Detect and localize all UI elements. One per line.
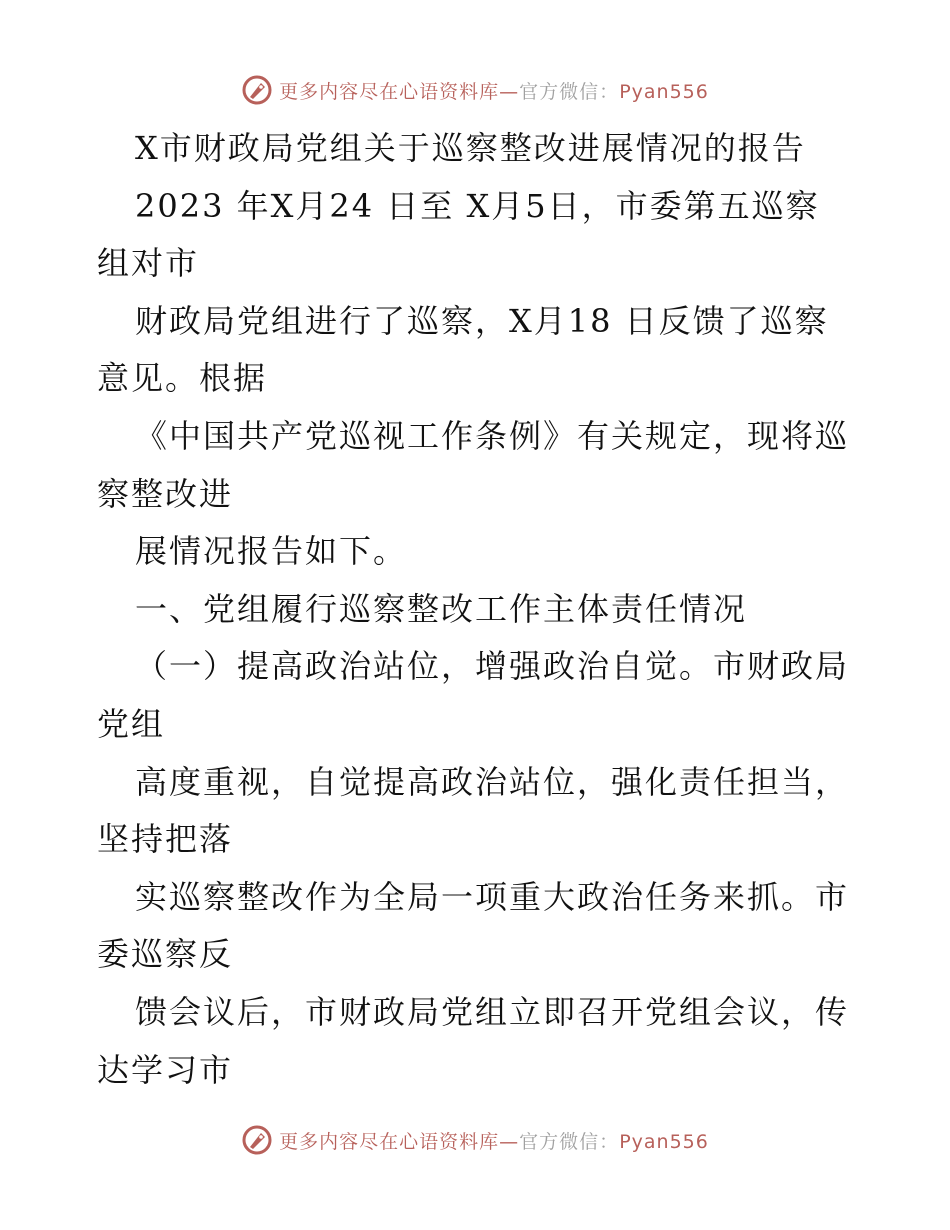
document-line: （一）提高政治站位，增强政治自觉。市财政局: [135, 647, 850, 686]
document-body: [97, 120, 857, 1099]
document-line: 一、党组履行巡察整改工作主体责任情况: [135, 589, 748, 628]
watermark-slogan: 更多内容尽在心语资料库—: [279, 1130, 520, 1153]
watermark-text: [279, 77, 709, 104]
document-line: 实巡察整改作为全局一项重大政治任务来抓。市: [135, 877, 850, 916]
document-line: 2023 年X月24 日至 X月5日，市委第五巡察: [135, 186, 820, 225]
watermark-text: [279, 1127, 709, 1154]
watermark-wechat-id: Pyan556: [619, 80, 709, 103]
pen-nib-logo-icon: [241, 1124, 273, 1156]
document-line: 《中国共产党巡视工作条例》有关规定，现将巡: [135, 416, 850, 455]
document-line: 财政局党组进行了巡察，X月18 日反馈了巡察: [135, 301, 829, 340]
document-line: 高度重视，自觉提高政治站位，强化责任担当，: [135, 762, 850, 801]
watermark-wechat-id: Pyan556: [619, 1130, 709, 1153]
document-line: 委巡察反: [97, 935, 234, 974]
document-line: 坚持把落: [97, 820, 234, 859]
document-line: 意见。根据: [97, 359, 268, 398]
watermark-footer: [0, 1120, 950, 1160]
document-line: 展情况报告如下。: [135, 532, 408, 571]
document-line: 党组: [97, 704, 166, 743]
watermark-wechat-label: 官方微信：: [519, 1130, 620, 1153]
document-line: X市财政局党组关于巡察整改进展情况的报告: [135, 129, 806, 167]
watermark-wechat-label: 官方微信：: [519, 80, 620, 103]
pen-nib-logo-icon: [241, 74, 273, 106]
document-line: 察整改进: [97, 474, 234, 513]
document-line: 达学习市: [97, 1050, 234, 1089]
watermark-header: [0, 70, 950, 110]
document-line: 馈会议后，市财政局党组立即召开党组会议，传: [135, 992, 850, 1031]
watermark-slogan: 更多内容尽在心语资料库—: [279, 80, 520, 103]
document-line: 组对市: [97, 244, 200, 283]
